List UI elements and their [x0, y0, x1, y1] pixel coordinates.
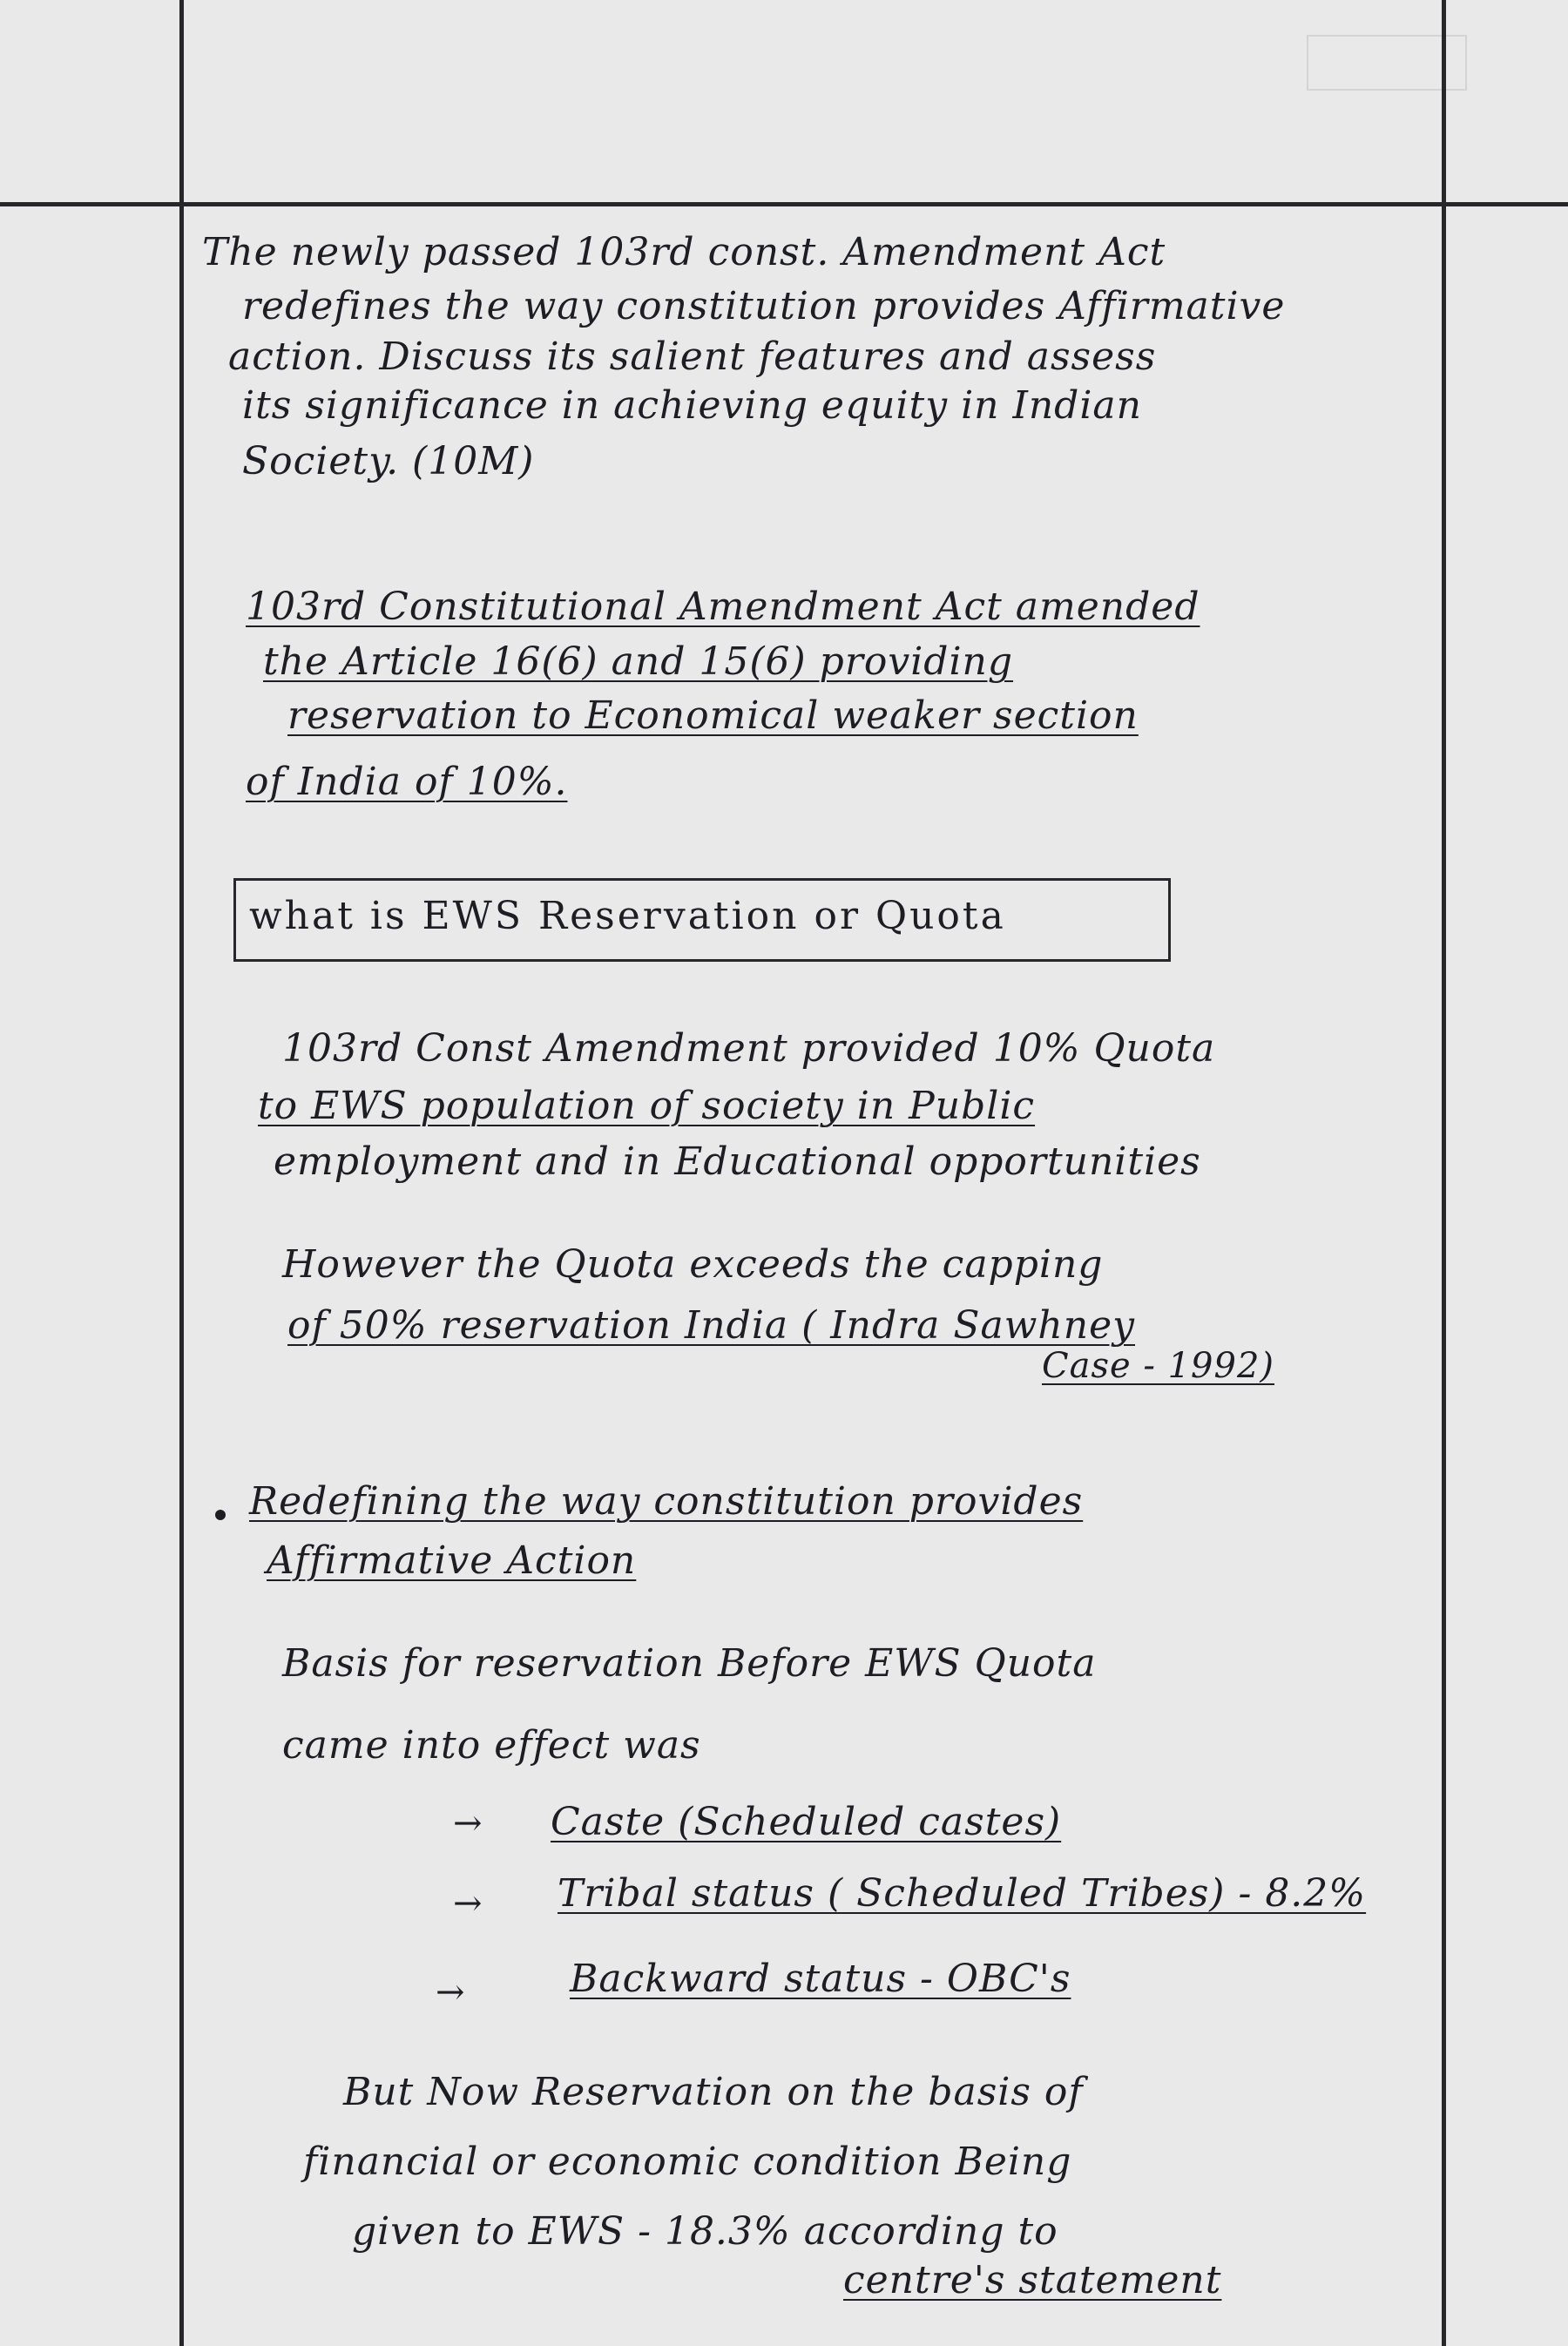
arrow-icon: →	[453, 1803, 483, 1843]
now-line-2: financial or economic condition Being	[303, 2140, 1072, 2184]
basis-line-1: Basis for reservation Before EWS Quota	[282, 1641, 1097, 1686]
intro-line-3: reservation to Economical weaker section	[287, 693, 1139, 738]
however-line-1: However the Quota exceeds the capping	[282, 1242, 1104, 1287]
ews-line-2: to EWS population of society in Public	[258, 1084, 1036, 1128]
basis-item-caste: Caste (Scheduled castes)	[551, 1800, 1062, 1844]
question-line-2: redefines the way constitution provides Affirmative	[242, 284, 1286, 328]
now-line-1: But Now Reservation on the basis of	[343, 2070, 1084, 2114]
intro-line-1: 103rd Constitutional Amendment Act amended	[246, 585, 1200, 629]
basis-item-backward: Backward status - OBC's	[570, 1957, 1071, 2001]
left-margin-rule	[179, 0, 184, 2346]
now-line-4: centre's statement	[843, 2258, 1222, 2302]
question-line-3: action. Discuss its salient features and assess	[228, 335, 1157, 379]
question-line-4: its significance in achieving equity in Indian	[242, 383, 1142, 428]
arrow-icon: →	[453, 1883, 483, 1923]
basis-line-2: came into effect was	[282, 1723, 701, 1768]
redefining-line-1: Redefining the way constitution provides	[249, 1479, 1084, 1524]
ews-line-3: employment and in Educational opportunities	[274, 1139, 1201, 1184]
basis-item-tribal: Tribal status ( Scheduled Tribes) - 8.2%	[558, 1871, 1367, 1916]
ews-line-1: 103rd Const Amendment provided 10% Quota	[282, 1026, 1216, 1071]
question-line-5: Society. (10M)	[242, 439, 535, 483]
right-margin-rule	[1442, 0, 1446, 2346]
however-line-3: Case - 1992)	[1042, 1346, 1274, 1386]
redefining-line-2: Affirmative Action	[267, 1538, 637, 1583]
however-line-2: of 50% reservation India ( Indra Sawhney	[287, 1303, 1136, 1348]
heading-ews: what is EWS Reservation or Quota	[249, 894, 1006, 938]
question-line-1: The newly passed 103rd const. Amendment Act	[202, 230, 1166, 274]
top-header-rule	[0, 202, 1568, 206]
arrow-icon: →	[436, 1972, 465, 2012]
intro-line-4: of India of 10%.	[246, 760, 568, 804]
intro-line-2: the Article 16(6) and 15(6) providing	[263, 639, 1014, 684]
bullet-dot	[215, 1510, 226, 1520]
now-line-3: given to EWS - 18.3% according to	[352, 2209, 1058, 2254]
